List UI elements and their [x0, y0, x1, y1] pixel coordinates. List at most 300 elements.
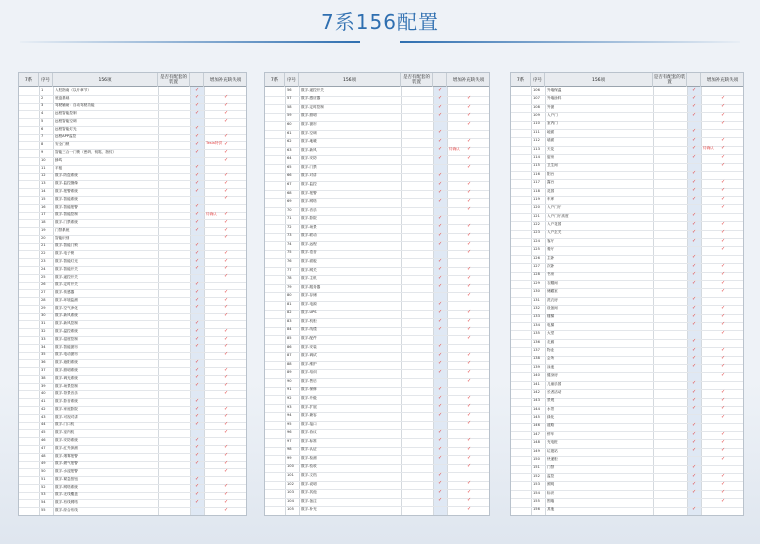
- check-mark: ✓: [467, 232, 472, 239]
- row-number: 137: [533, 347, 540, 352]
- table-header: [511, 73, 743, 87]
- check-mark: ✓: [692, 489, 697, 496]
- check-mark: ✓: [195, 296, 200, 303]
- check-mark: ✓: [467, 197, 472, 204]
- row-item-label: 数字-保修: [301, 387, 317, 392]
- row-number: 54: [41, 500, 46, 505]
- row-number: 50: [41, 469, 46, 474]
- row-item-label: 车库: [547, 196, 555, 201]
- row-item-label: 厨房: [547, 154, 555, 159]
- check-mark: ✓: [721, 229, 726, 236]
- row-number: 131: [533, 297, 540, 302]
- check-mark: ✓: [438, 232, 443, 239]
- check-mark: ✓: [224, 452, 229, 459]
- row-number: 34: [41, 344, 46, 349]
- check-mark: ✓: [195, 257, 200, 264]
- check-mark: ✓: [224, 172, 229, 179]
- row-number: 83: [287, 318, 292, 323]
- row-item-label: 数字-线缆: [301, 327, 317, 332]
- check-mark: ✓: [692, 363, 697, 370]
- check-mark: ✓: [438, 223, 443, 230]
- row-number: 88: [287, 361, 292, 366]
- check-mark: ✓: [438, 471, 443, 478]
- row-number: 119: [533, 196, 540, 201]
- header-cell: 7系: [19, 73, 39, 87]
- row-number: 117: [533, 180, 540, 185]
- row-number: 48: [41, 453, 46, 458]
- table-header: [19, 73, 246, 87]
- row-item-label: 门禁系统: [55, 227, 70, 232]
- row-number: 45: [41, 430, 46, 435]
- row-number: 77: [287, 267, 292, 272]
- row-item-label: 阳台: [547, 171, 555, 176]
- row-item-label: 数字-影院: [301, 216, 317, 221]
- row-item-label: 数字-地暖: [301, 139, 317, 144]
- check-mark: ✓: [195, 483, 200, 490]
- check-mark: ✓: [721, 237, 726, 244]
- check-mark: ✓: [195, 218, 200, 225]
- check-mark: ✓: [692, 103, 697, 110]
- check-mark: ✓: [195, 226, 200, 233]
- row-number: 139: [533, 364, 540, 369]
- check-mark: ✓: [195, 343, 200, 350]
- check-mark: ✓: [438, 257, 443, 264]
- row-number: 39: [41, 383, 46, 388]
- row-number: 78: [287, 276, 292, 281]
- check-mark: ✓: [224, 187, 229, 194]
- row-number: 33: [41, 336, 46, 341]
- row-number: 44: [41, 422, 46, 427]
- row-item-label: 数字-照明系统: [55, 367, 78, 372]
- row-item-label: 地面: [547, 129, 555, 134]
- check-mark: ✓: [692, 355, 697, 362]
- row-item-label: 数字-报警: [301, 190, 317, 195]
- column-separator: [701, 87, 702, 515]
- check-mark: ✓: [692, 422, 697, 429]
- row-number: 64: [287, 156, 292, 161]
- header-cell: 增加补充缺失项: [447, 73, 490, 87]
- row-number: 2: [41, 95, 44, 100]
- row-item-label: 数字-电动窗帘: [55, 352, 78, 357]
- row-item-label: 数字-遥控开关: [55, 274, 78, 279]
- row-item-label: 数字-有线网络: [55, 500, 78, 505]
- row-item-label: 入户花园: [547, 222, 562, 227]
- check-mark: ✓: [224, 491, 229, 498]
- check-mark: ✓: [467, 368, 472, 375]
- check-mark: ✓: [721, 313, 726, 320]
- row-divider: [265, 515, 489, 516]
- row-item-label: 数字-空调: [301, 130, 317, 135]
- row-number: 69: [287, 199, 292, 204]
- row-number: 103: [287, 490, 294, 495]
- title-rule-right: [400, 41, 740, 43]
- check-mark: ✓: [467, 146, 472, 153]
- column-separator: [53, 87, 54, 515]
- row-item-label: 数字-安装: [301, 344, 317, 349]
- row-number: 15: [41, 196, 46, 201]
- check-mark: ✓: [195, 327, 200, 334]
- check-mark: ✓: [467, 309, 472, 316]
- check-mark: ✓: [224, 351, 229, 358]
- check-mark: ✓: [692, 212, 697, 219]
- row-number: 129: [533, 280, 540, 285]
- check-mark: ✓: [438, 95, 443, 102]
- row-item-label: 电梯: [547, 322, 555, 327]
- row-number: 67: [287, 181, 292, 186]
- row-item-label: 门禁: [547, 465, 555, 470]
- check-mark: ✓: [721, 455, 726, 462]
- check-mark: ✓: [467, 103, 472, 110]
- row-item-label: 数字-智能系统: [55, 196, 78, 201]
- row-item-label: 数字-智能开关: [55, 266, 78, 271]
- check-mark: ✓: [224, 467, 229, 474]
- row-number: 40: [41, 391, 46, 396]
- check-mark: ✓: [467, 454, 472, 461]
- header-cell: 序号: [531, 73, 545, 87]
- row-item-label: 道路: [547, 423, 555, 428]
- row-number: 53: [41, 492, 46, 497]
- check-mark: ✓: [692, 136, 697, 143]
- row-item-label: 数字-烟雾报警: [55, 453, 78, 458]
- row-item-label: 数字-机柜: [301, 318, 317, 323]
- header-cell: 156项: [53, 73, 158, 87]
- row-number: 96: [287, 430, 292, 435]
- row-item-label: 数字-协议: [301, 430, 317, 435]
- check-mark: ✓: [438, 274, 443, 281]
- check-mark: ✓: [467, 249, 472, 256]
- row-item-label: 外墙涂料: [547, 96, 562, 101]
- check-mark: ✓: [692, 405, 697, 412]
- row-item-label: 数字-兼容: [301, 413, 317, 418]
- check-mark: ✓: [224, 421, 229, 428]
- header-cell: 7系: [511, 73, 531, 87]
- row-item-label: 洗衣房: [547, 297, 558, 302]
- header-cell: 序号: [39, 73, 53, 87]
- check-mark: ✓: [224, 273, 229, 280]
- row-number: 1: [41, 87, 44, 92]
- row-number: 85: [287, 336, 292, 341]
- row-item-label: 数字-维护: [301, 361, 317, 366]
- row-item-label: 走廊: [547, 339, 555, 344]
- row-item-label: 数字-说明: [301, 481, 317, 486]
- row-item-label: 停车: [547, 431, 555, 436]
- check-mark: ✓: [692, 220, 697, 227]
- check-mark: ✓: [692, 153, 697, 160]
- row-number: 152: [533, 473, 540, 478]
- check-mark: ✓: [721, 262, 726, 269]
- row-number: 66: [287, 173, 292, 178]
- row-number: 10: [41, 157, 46, 162]
- row-item-label: 数字-湿度控制: [55, 336, 78, 341]
- check-mark: ✓: [692, 464, 697, 471]
- column-separator: [39, 87, 40, 515]
- check-mark: ✓: [195, 491, 200, 498]
- check-mark: ✓: [438, 343, 443, 350]
- check-mark: ✓: [692, 178, 697, 185]
- check-mark: ✓: [467, 206, 472, 213]
- check-mark: ✓: [224, 265, 229, 272]
- check-mark: ✓: [224, 288, 229, 295]
- check-mark: ✓: [224, 382, 229, 389]
- row-number: 116: [533, 171, 540, 176]
- row-item-label: 书房: [547, 272, 555, 277]
- row-number: 63: [287, 147, 292, 152]
- row-item-label: 数字-智能灯光: [55, 259, 78, 263]
- check-mark: ✓: [692, 86, 697, 93]
- row-item-label: 数字-定时开关: [55, 282, 78, 287]
- row-item-label: 数字-面板: [301, 259, 317, 263]
- check-mark: ✓: [692, 380, 697, 387]
- row-item-label: 会所: [547, 356, 555, 361]
- row-item-label: 数字-综合布线: [55, 508, 78, 513]
- annotation-note: 待确认: [206, 211, 217, 216]
- check-mark: ✓: [721, 438, 726, 445]
- header-cell: 增加补充缺失项: [701, 73, 744, 87]
- check-mark: ✓: [438, 403, 443, 410]
- row-number: 130: [533, 289, 540, 294]
- row-number: 32: [41, 329, 46, 334]
- check-mark: ✓: [721, 497, 726, 504]
- check-mark: ✓: [721, 321, 726, 328]
- check-mark: ✓: [721, 304, 726, 311]
- check-mark: ✓: [467, 163, 472, 170]
- check-mark: ✓: [224, 405, 229, 412]
- header-cell: [190, 73, 204, 87]
- check-mark: ✓: [195, 413, 200, 420]
- row-number: 105: [287, 507, 294, 512]
- check-mark: ✓: [438, 86, 443, 93]
- check-mark: ✓: [721, 363, 726, 370]
- row-number: 68: [287, 190, 292, 195]
- check-mark: ✓: [195, 140, 200, 147]
- row-number: 104: [287, 498, 294, 503]
- row-number: 123: [533, 230, 540, 235]
- check-mark: ✓: [224, 428, 229, 435]
- row-number: 19: [41, 227, 46, 232]
- row-number: 145: [533, 415, 540, 420]
- check-mark: ✓: [721, 397, 726, 403]
- row-item-label: 数字-环境监测: [55, 297, 78, 302]
- row-item-label: 底盘基础: [55, 95, 70, 100]
- row-number: 9: [41, 150, 44, 155]
- row-number: 144: [533, 406, 540, 411]
- row-number: 115: [533, 163, 540, 168]
- check-mark: ✓: [438, 154, 443, 161]
- check-mark: ✓: [692, 195, 697, 202]
- row-item-label: 数字-智能窗帘: [55, 344, 78, 349]
- check-mark: ✓: [224, 234, 229, 241]
- row-item-label: 数字-温控系统: [55, 329, 78, 334]
- row-number: 7: [41, 134, 44, 139]
- header-cell: 增加补充缺失项: [204, 73, 247, 87]
- row-item-label: 其他: [547, 507, 555, 512]
- row-item-label: 入户门厅高度: [547, 213, 569, 218]
- column-separator: [190, 87, 191, 515]
- row-item-label: 楼梯: [547, 314, 555, 319]
- check-mark: ✓: [195, 421, 200, 428]
- row-item-label: 数字-新风系统: [55, 313, 78, 318]
- check-mark: ✓: [467, 403, 472, 410]
- row-number: 55: [41, 508, 46, 513]
- check-mark: ✓: [195, 366, 200, 373]
- check-mark: ✓: [721, 371, 726, 378]
- row-item-label: 入驻指南（以片章节）: [55, 87, 91, 92]
- check-mark: ✓: [467, 137, 472, 144]
- column-separator: [687, 87, 688, 515]
- check-mark: ✓: [438, 129, 443, 136]
- check-mark: ✓: [721, 94, 726, 101]
- row-item-label: 数字-检测: [301, 455, 317, 460]
- check-mark: ✓: [224, 257, 229, 264]
- check-mark: ✓: [467, 480, 472, 487]
- check-mark: ✓: [195, 203, 200, 210]
- row-item-label: 监控: [547, 473, 555, 478]
- row-item-label: 大堂: [547, 331, 555, 336]
- row-number: 133: [533, 314, 540, 319]
- row-number: 81: [287, 301, 292, 306]
- row-item-label: 安全门锁: [55, 142, 70, 147]
- check-mark: ✓: [438, 351, 443, 358]
- row-number: 84: [287, 327, 292, 332]
- annotation-note: 待确认: [703, 145, 714, 150]
- row-item-label: 水景: [547, 406, 555, 411]
- row-number: 111: [533, 129, 540, 134]
- row-item-label: 外墙保温: [547, 87, 562, 92]
- title-rule-left: [20, 41, 360, 43]
- row-item-label: 数字-UPS: [301, 310, 317, 315]
- annotation-note: Tesla特供: [206, 141, 223, 146]
- row-item-label: 数字-传感器: [55, 290, 75, 295]
- row-item-label: 标识: [547, 490, 555, 495]
- header-cell: 序号: [285, 73, 299, 87]
- header-cell: 156项: [299, 73, 401, 87]
- row-item-label: 数字-验收: [301, 464, 317, 469]
- check-mark: ✓: [438, 172, 443, 179]
- row-number: 147: [533, 431, 540, 436]
- row-item-label: 数字-网关: [301, 267, 317, 272]
- row-item-label: 智能三合一门锁（密码、钥匙、指纹）: [55, 150, 117, 155]
- row-item-label: 餐厅: [547, 247, 555, 252]
- header-cell: [687, 73, 701, 87]
- row-number: 154: [533, 490, 540, 495]
- check-mark: ✓: [195, 265, 200, 272]
- check-mark: ✓: [692, 229, 697, 236]
- row-item-label: 数字-背景音乐: [55, 391, 78, 396]
- row-item-label: 数字-标准: [301, 438, 317, 443]
- row-item-label: 数字-主机: [301, 276, 317, 281]
- check-mark: ✓: [692, 237, 697, 244]
- row-item-label: 数字-影音系统: [55, 399, 78, 404]
- check-mark: ✓: [692, 254, 697, 261]
- check-mark: ✓: [195, 304, 200, 311]
- row-number: 134: [533, 322, 540, 327]
- row-number: 75: [287, 250, 292, 255]
- check-mark: ✓: [224, 179, 229, 186]
- check-mark: ✓: [692, 296, 697, 303]
- check-mark: ✓: [692, 128, 697, 135]
- check-mark: ✓: [721, 220, 726, 227]
- row-number: 52: [41, 484, 46, 489]
- row-item-label: 数字-培训: [301, 370, 317, 375]
- row-number: 70: [287, 207, 292, 212]
- check-mark: ✓: [224, 506, 229, 513]
- row-number: 31: [41, 321, 46, 326]
- check-mark: ✓: [224, 498, 229, 505]
- row-item-label: 数字-门禁系统: [55, 220, 78, 225]
- table-header: [265, 73, 489, 87]
- row-item-label: 数字-服务器: [301, 284, 321, 289]
- check-mark: ✓: [438, 368, 443, 375]
- check-mark: ✓: [195, 187, 200, 194]
- row-number: 108: [533, 104, 540, 109]
- row-number: 82: [287, 310, 292, 315]
- check-mark: ✓: [467, 154, 472, 161]
- row-item-label: 平板: [55, 165, 63, 170]
- check-mark: ✓: [438, 386, 443, 393]
- check-mark: ✓: [438, 497, 443, 504]
- row-number: 23: [41, 259, 46, 263]
- header-cell: 7系: [265, 73, 285, 87]
- check-mark: ✓: [721, 111, 726, 118]
- check-mark: ✓: [721, 329, 726, 336]
- row-item-label: 景观: [547, 398, 555, 403]
- row-number: 107: [533, 96, 540, 101]
- row-item-label: 物业: [547, 347, 555, 352]
- header-cell: [433, 73, 447, 87]
- row-item-label: 数字-智能控制: [55, 212, 78, 217]
- check-mark: ✓: [692, 338, 697, 345]
- row-item-label: 卫生间: [547, 163, 558, 168]
- check-mark: ✓: [224, 211, 229, 217]
- row-number: 62: [287, 139, 292, 144]
- check-mark: ✓: [467, 274, 472, 281]
- row-number: 138: [533, 356, 540, 361]
- check-mark: ✓: [692, 430, 697, 437]
- row-number: 8: [41, 142, 44, 147]
- check-mark: ✓: [438, 454, 443, 461]
- row-number: 106: [533, 87, 540, 92]
- check-mark: ✓: [721, 162, 726, 169]
- check-mark: ✓: [195, 460, 200, 467]
- row-item-label: 数字-接口: [301, 421, 317, 426]
- row-number: 6: [41, 126, 44, 131]
- row-item-label: 数字-燃气报警: [55, 461, 78, 466]
- check-mark: ✓: [224, 312, 229, 319]
- check-mark: ✓: [467, 95, 472, 102]
- row-item-label: 数字-售后: [301, 378, 317, 383]
- row-number: 71: [287, 216, 292, 221]
- column-separator: [653, 87, 654, 515]
- check-mark: ✓: [195, 86, 200, 93]
- check-mark: ✓: [467, 360, 472, 367]
- config-table-panel-1: [18, 72, 247, 516]
- row-number: 61: [287, 130, 292, 135]
- check-mark: ✓: [224, 327, 229, 334]
- row-number: 29: [41, 305, 46, 310]
- row-number: 113: [533, 146, 540, 151]
- row-item-label: 数字-存储: [301, 293, 317, 298]
- row-number: 136: [533, 339, 540, 344]
- check-mark: ✓: [438, 317, 443, 324]
- check-mark: ✓: [721, 279, 726, 286]
- row-item-label: 数字-扩展: [301, 404, 317, 409]
- row-number: 114: [533, 154, 540, 159]
- row-number: 20: [41, 235, 46, 240]
- check-mark: ✓: [438, 197, 443, 204]
- check-mark: ✓: [438, 146, 443, 153]
- check-mark: ✓: [195, 109, 200, 116]
- check-mark: ✓: [195, 211, 200, 217]
